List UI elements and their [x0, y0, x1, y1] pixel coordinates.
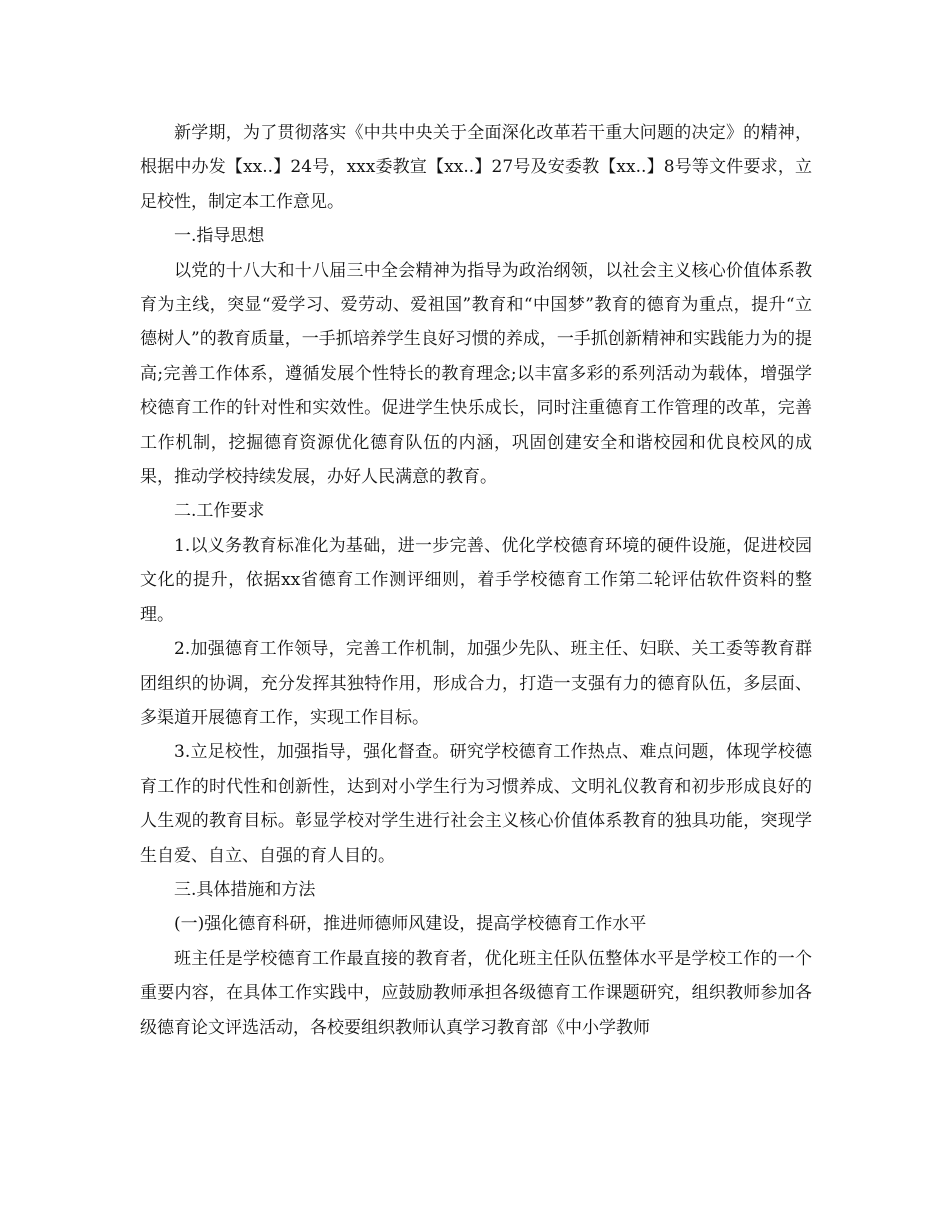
measures-paragraph: 班主任是学校德育工作最直接的教育者，优化班主任队伍整体水平是学校工作的一个重要内容，在具体工作实践中，应鼓励教师承担各级德育工作课题研究，组织教师参加各级德育论文评选活动，各校要组织教师认真学习教育部《中小学教师	[140, 948, 812, 1038]
document-body	[140, 116, 812, 1045]
requirement-item-2: 2.加强德育工作领导，完善工作机制，加强少先队、班主任、妇联、关工委等教育群团组织的协调，充分发挥其独特作用，形成合力，打造一支强有力的德育队伍，多层面、多渠道开展德育工作，实现工作目标。	[140, 639, 812, 728]
section-heading-guiding-ideology: 一.指导思想	[174, 226, 265, 247]
intro-paragraph: 新学期，为了贯彻落实《中共中央关于全面深化改革若干重大问题的决定》的精神，根据中办发【xx..】24号，xxx委教宣【xx..】27号及安委教【xx..】8号等文件要求，立足校性，制定本工作意见。	[140, 123, 812, 212]
section-heading-measures: 三.具体措施和方法	[174, 879, 316, 900]
requirement-item-3: 3.立足校性，加强指导，强化督查。研究学校德育工作热点、难点问题，体现学校德育工作的时代性和创新性，达到对小学生行为习惯养成、文明礼仪教育和初步形成良好的人生观的教育目标。彰显学校对学生进行社会主义核心价值体系教育的独具功能，突现学生自爱、自立、自强的育人目的。	[140, 742, 812, 866]
requirement-item-1: 1.以义务教育标准化为基础，进一步完善、优化学校德育环境的硬件设施，促进校园文化的提升，依据xx省德育工作测评细则，着手学校德育工作第二轮评估软件资料的整理。	[140, 535, 812, 625]
guiding-ideology-paragraph: 以党的十八大和十八届三中全会精神为指导为政治纲领，以社会主义核心价值体系教育为主线，突显“爱学习、爱劳动、爱祖国”教育和“中国梦”教育的德育为重点，提升“立德树人”的教育质量，一手抓培养学生良好习惯的养成，一手抓创新精神和实践能力为的提高;完善工作体系，遵循发展个性特长的教育理念;以丰富多彩的系列活动为载体，增强学校德育工作的针对性和实效性。促进学生快乐成长，同时注重德育工作管理的改革，完善工作机制，挖掘德育资源优化德育队伍的内涵，巩固创建安全和谐校园和优良校风的成果，推动学校持续发展，办好人民满意的教育。	[140, 260, 812, 488]
section-heading-work-requirements: 二.工作要求	[174, 501, 265, 522]
subsection-heading-1: (一)强化德育科研，推进师德师风建设，提高学校德育工作水平	[174, 914, 647, 935]
